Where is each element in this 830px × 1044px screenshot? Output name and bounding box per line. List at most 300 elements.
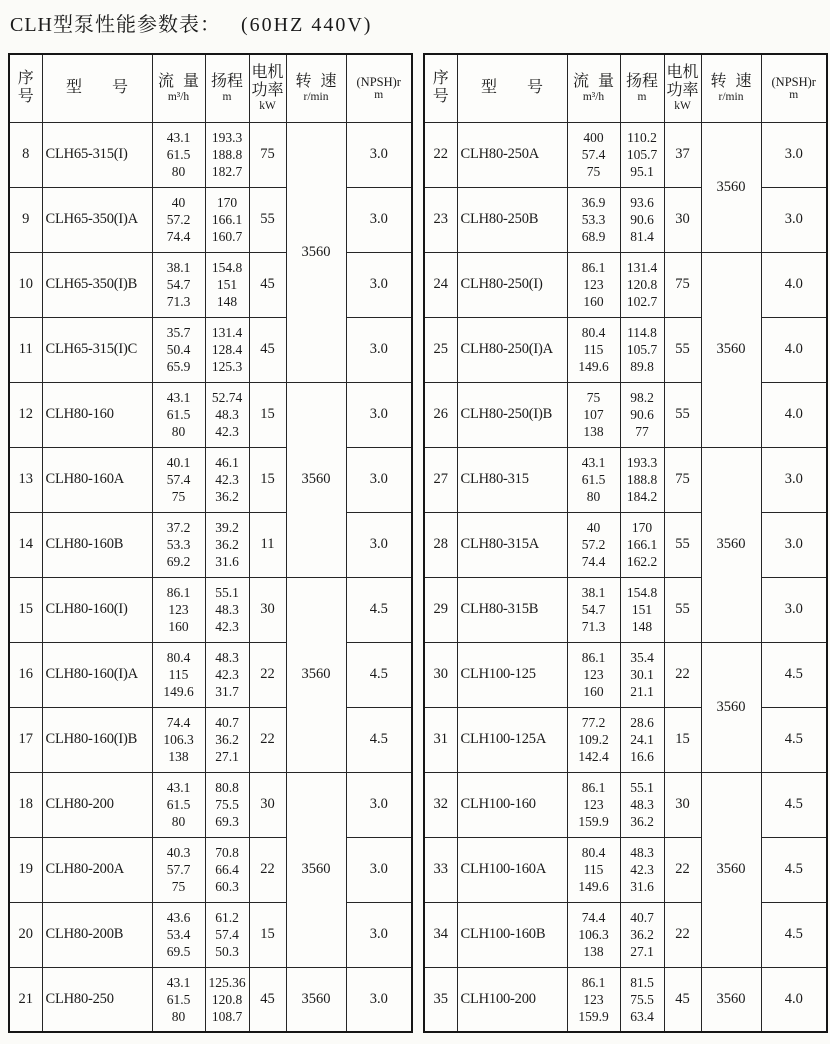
header-label-line: (NPSH)r bbox=[356, 74, 401, 89]
row-number-cell: 33 bbox=[424, 837, 457, 902]
npsh-cell: 3.0 bbox=[346, 252, 412, 317]
table-row bbox=[424, 577, 827, 642]
flow-cell bbox=[567, 252, 620, 317]
row-number-cell: 29 bbox=[424, 577, 457, 642]
head-cell bbox=[620, 512, 664, 577]
table-row bbox=[424, 187, 827, 252]
head-value: 28.6 bbox=[630, 715, 654, 730]
model-cell: CLH80-160(I) bbox=[42, 577, 152, 642]
row-number-cell: 14 bbox=[9, 512, 42, 577]
row-number-cell: 30 bbox=[424, 642, 457, 707]
head-value: 40.7 bbox=[630, 910, 654, 925]
header-label-line: 功率 bbox=[666, 81, 699, 99]
head-value: 166.1 bbox=[211, 212, 243, 227]
flow-value: 57.7 bbox=[166, 862, 191, 877]
table-body-right bbox=[424, 122, 827, 1032]
flow-value: 109.2 bbox=[578, 732, 609, 747]
power-cell: 55 bbox=[249, 187, 286, 252]
row-number-cell: 28 bbox=[424, 512, 457, 577]
speed-cell: 3560 bbox=[286, 772, 346, 967]
flow-value: 160 bbox=[168, 619, 189, 634]
header-unit: m³/h bbox=[167, 90, 190, 103]
flow-value: 80 bbox=[171, 1008, 186, 1024]
flow-value: 53.3 bbox=[166, 537, 191, 552]
table-row bbox=[9, 772, 412, 837]
head-value: 42.3 bbox=[215, 424, 239, 439]
power-cell: 75 bbox=[664, 447, 701, 512]
flow-cell bbox=[567, 772, 620, 837]
head-cell bbox=[620, 382, 664, 447]
flow-cell bbox=[567, 707, 620, 772]
row-number-cell: 15 bbox=[9, 577, 42, 642]
head-value: 31.7 bbox=[215, 684, 239, 699]
head-cell bbox=[620, 772, 664, 837]
model-cell: CLH100-125A bbox=[457, 707, 567, 772]
header-unit: m³/h bbox=[582, 90, 605, 103]
head-value: 66.4 bbox=[215, 862, 239, 877]
table-row bbox=[9, 252, 412, 317]
table-row bbox=[424, 837, 827, 902]
flow-value: 138 bbox=[168, 749, 189, 764]
flow-value: 86.1 bbox=[581, 780, 606, 795]
head-value: 148 bbox=[631, 619, 653, 634]
flow-cell bbox=[567, 577, 620, 642]
head-value: 48.3 bbox=[215, 407, 239, 422]
flow-value: 115 bbox=[168, 667, 189, 682]
flow-cell bbox=[152, 187, 205, 252]
head-value: 42.3 bbox=[215, 667, 239, 682]
row-number-cell: 22 bbox=[424, 122, 457, 187]
table-row bbox=[424, 252, 827, 317]
head-value: 89.8 bbox=[630, 359, 654, 374]
col-header-head bbox=[620, 54, 664, 122]
npsh-cell: 3.0 bbox=[346, 317, 412, 382]
head-value: 48.3 bbox=[630, 845, 654, 860]
speed-cell: 3560 bbox=[701, 642, 761, 772]
table-row bbox=[9, 577, 412, 642]
tables-container bbox=[8, 53, 826, 1033]
flow-value: 123 bbox=[583, 277, 604, 292]
header-unit: m bbox=[374, 88, 384, 101]
flow-value: 138 bbox=[583, 944, 604, 959]
head-value: 120.8 bbox=[211, 991, 243, 1007]
power-cell: 15 bbox=[249, 447, 286, 512]
flow-value: 106.3 bbox=[163, 732, 194, 747]
head-cell bbox=[205, 837, 249, 902]
npsh-cell: 4.5 bbox=[761, 642, 827, 707]
head-value: 110.2 bbox=[627, 130, 657, 145]
flow-value: 75 bbox=[171, 879, 186, 894]
flow-value: 69.2 bbox=[166, 554, 191, 569]
head-cell bbox=[205, 642, 249, 707]
flow-cell bbox=[152, 577, 205, 642]
pump-table-left bbox=[8, 53, 413, 1033]
col-header-flow bbox=[152, 54, 205, 122]
power-cell: 75 bbox=[249, 122, 286, 187]
npsh-cell: 4.0 bbox=[761, 317, 827, 382]
head-value: 170 bbox=[631, 520, 653, 535]
power-cell: 22 bbox=[664, 902, 701, 967]
table-row bbox=[424, 707, 827, 772]
npsh-cell: 3.0 bbox=[761, 447, 827, 512]
head-cell bbox=[205, 707, 249, 772]
power-cell: 11 bbox=[249, 512, 286, 577]
flow-value: 54.7 bbox=[166, 277, 191, 292]
flow-value: 61.5 bbox=[166, 407, 191, 422]
col-header-npsh bbox=[346, 54, 412, 122]
header-label-line: 功率 bbox=[251, 81, 284, 99]
npsh-cell: 4.0 bbox=[761, 967, 827, 1032]
power-cell: 22 bbox=[664, 837, 701, 902]
flow-value: 138 bbox=[583, 424, 604, 439]
header-label-line: 流 量 bbox=[572, 72, 614, 90]
model-cell: CLH80-160(I)B bbox=[42, 707, 152, 772]
flow-value: 40 bbox=[586, 520, 601, 535]
head-cell bbox=[205, 382, 249, 447]
flow-value: 77.2 bbox=[581, 715, 606, 730]
flow-value: 57.2 bbox=[581, 537, 606, 552]
flow-cell bbox=[567, 447, 620, 512]
head-value: 36.2 bbox=[630, 927, 654, 942]
model-cell: CLH100-160B bbox=[457, 902, 567, 967]
flow-value: 57.2 bbox=[166, 212, 191, 227]
head-value: 81.5 bbox=[630, 974, 654, 990]
flow-value: 61.5 bbox=[166, 991, 191, 1007]
power-cell: 55 bbox=[664, 512, 701, 577]
header-unit: r/min bbox=[718, 90, 744, 103]
table-row bbox=[9, 902, 412, 967]
npsh-cell: 3.0 bbox=[761, 512, 827, 577]
power-cell: 22 bbox=[249, 642, 286, 707]
model-cell: CLH80-250(I)B bbox=[457, 382, 567, 447]
head-value: 154.8 bbox=[211, 260, 243, 275]
head-value: 27.1 bbox=[215, 749, 239, 764]
col-header-power bbox=[664, 54, 701, 122]
flow-value: 61.5 bbox=[581, 472, 606, 487]
power-cell: 30 bbox=[249, 772, 286, 837]
table-row bbox=[9, 382, 412, 447]
table-row bbox=[424, 317, 827, 382]
table-row bbox=[9, 707, 412, 772]
flow-cell bbox=[152, 772, 205, 837]
head-cell bbox=[205, 317, 249, 382]
head-cell bbox=[620, 317, 664, 382]
npsh-cell: 4.0 bbox=[761, 252, 827, 317]
flow-cell bbox=[152, 707, 205, 772]
flow-value: 71.3 bbox=[581, 619, 606, 634]
flow-value: 74.4 bbox=[581, 910, 606, 925]
npsh-cell: 4.5 bbox=[761, 772, 827, 837]
flow-value: 86.1 bbox=[581, 260, 606, 275]
npsh-cell: 3.0 bbox=[346, 122, 412, 187]
flow-value: 69.5 bbox=[166, 944, 191, 959]
power-cell: 15 bbox=[664, 707, 701, 772]
power-cell: 45 bbox=[249, 967, 286, 1032]
head-value: 182.7 bbox=[211, 164, 243, 179]
flow-value: 86.1 bbox=[581, 650, 606, 665]
flow-cell bbox=[152, 642, 205, 707]
head-value: 42.3 bbox=[630, 862, 654, 877]
flow-value: 159.9 bbox=[578, 814, 609, 829]
flow-cell bbox=[567, 382, 620, 447]
head-value: 55.1 bbox=[630, 780, 654, 795]
header-unit: m bbox=[222, 90, 232, 103]
flow-value: 61.5 bbox=[166, 147, 191, 162]
col-header-model: 型 号 bbox=[42, 54, 152, 122]
table-body-left bbox=[9, 122, 412, 1032]
head-cell bbox=[205, 772, 249, 837]
head-cell bbox=[620, 707, 664, 772]
col-header-npsh bbox=[761, 54, 827, 122]
npsh-cell: 4.5 bbox=[346, 577, 412, 642]
flow-value: 40.1 bbox=[166, 455, 191, 470]
head-cell bbox=[205, 252, 249, 317]
flow-value: 74.4 bbox=[581, 554, 606, 569]
table-row bbox=[424, 902, 827, 967]
flow-value: 106.3 bbox=[578, 927, 609, 942]
model-cell: CLH80-250(I)A bbox=[457, 317, 567, 382]
row-number-cell: 19 bbox=[9, 837, 42, 902]
model-cell: CLH80-160(I)A bbox=[42, 642, 152, 707]
flow-cell bbox=[567, 642, 620, 707]
row-number-cell: 23 bbox=[424, 187, 457, 252]
header-unit: kW bbox=[259, 99, 276, 112]
table-row bbox=[424, 967, 827, 1032]
flow-value: 40 bbox=[171, 195, 186, 210]
head-value: 75.5 bbox=[215, 797, 239, 812]
header-label-line: 扬程 bbox=[210, 72, 243, 90]
flow-value: 123 bbox=[583, 797, 604, 812]
head-value: 52.74 bbox=[211, 390, 243, 405]
head-cell bbox=[620, 577, 664, 642]
npsh-cell: 4.0 bbox=[761, 382, 827, 447]
flow-value: 149.6 bbox=[578, 879, 609, 894]
model-cell: CLH80-250A bbox=[457, 122, 567, 187]
flow-value: 80 bbox=[171, 424, 186, 439]
col-header-power bbox=[249, 54, 286, 122]
head-value: 24.1 bbox=[630, 732, 654, 747]
head-value: 98.2 bbox=[630, 390, 654, 405]
row-number-cell: 10 bbox=[9, 252, 42, 317]
power-cell: 75 bbox=[664, 252, 701, 317]
col-header-speed bbox=[286, 54, 346, 122]
head-value: 93.6 bbox=[630, 195, 654, 210]
flow-cell bbox=[567, 122, 620, 187]
head-cell bbox=[620, 122, 664, 187]
speed-cell: 3560 bbox=[701, 967, 761, 1032]
flow-value: 37.2 bbox=[166, 520, 191, 535]
head-cell bbox=[620, 252, 664, 317]
power-cell: 15 bbox=[249, 382, 286, 447]
flow-value: 57.4 bbox=[581, 147, 606, 162]
flow-value: 53.4 bbox=[166, 927, 191, 942]
head-value: 188.8 bbox=[211, 147, 243, 162]
flow-value: 74.4 bbox=[166, 715, 191, 730]
row-number-cell: 32 bbox=[424, 772, 457, 837]
row-number-cell: 35 bbox=[424, 967, 457, 1032]
npsh-cell: 3.0 bbox=[761, 122, 827, 187]
col-header-index bbox=[424, 54, 457, 122]
head-cell bbox=[205, 512, 249, 577]
head-cell bbox=[620, 447, 664, 512]
flow-value: 68.9 bbox=[581, 229, 606, 244]
table-row bbox=[9, 512, 412, 577]
row-number-cell: 18 bbox=[9, 772, 42, 837]
table-row bbox=[424, 642, 827, 707]
npsh-cell: 3.0 bbox=[346, 187, 412, 252]
head-cell bbox=[205, 122, 249, 187]
head-value: 77 bbox=[635, 424, 649, 439]
flow-value: 123 bbox=[583, 991, 604, 1007]
flow-cell bbox=[152, 837, 205, 902]
head-value: 162.2 bbox=[626, 554, 658, 569]
flow-value: 53.3 bbox=[581, 212, 606, 227]
head-value: 95.1 bbox=[630, 164, 654, 179]
flow-value: 38.1 bbox=[581, 585, 606, 600]
npsh-cell: 3.0 bbox=[346, 967, 412, 1032]
npsh-cell: 4.5 bbox=[761, 837, 827, 902]
flow-value: 35.7 bbox=[166, 325, 191, 340]
power-cell: 45 bbox=[249, 252, 286, 317]
flow-value: 43.1 bbox=[166, 974, 191, 990]
row-number-cell: 31 bbox=[424, 707, 457, 772]
flow-value: 43.6 bbox=[166, 910, 191, 925]
speed-cell: 3560 bbox=[701, 122, 761, 252]
head-value: 31.6 bbox=[215, 554, 239, 569]
title-main: CLH型泵性能参数表： bbox=[10, 14, 221, 36]
model-cell: CLH100-200 bbox=[457, 967, 567, 1032]
model-cell: CLH80-250(I) bbox=[457, 252, 567, 317]
power-cell: 30 bbox=[664, 187, 701, 252]
model-cell: CLH80-250 bbox=[42, 967, 152, 1032]
head-value: 80.8 bbox=[215, 780, 239, 795]
flow-value: 80.4 bbox=[581, 325, 606, 340]
head-cell bbox=[620, 187, 664, 252]
head-value: 148 bbox=[216, 294, 238, 309]
row-number-cell: 8 bbox=[9, 122, 42, 187]
head-value: 30.1 bbox=[630, 667, 654, 682]
col-header-index bbox=[9, 54, 42, 122]
head-value: 184.2 bbox=[626, 489, 658, 504]
flow-cell bbox=[152, 902, 205, 967]
speed-cell: 3560 bbox=[286, 122, 346, 382]
npsh-cell: 3.0 bbox=[346, 382, 412, 447]
header-label-line: 电机 bbox=[666, 64, 699, 82]
flow-value: 38.1 bbox=[166, 260, 191, 275]
head-value: 193.3 bbox=[211, 130, 243, 145]
head-value: 48.3 bbox=[215, 650, 239, 665]
table-row bbox=[424, 382, 827, 447]
model-cell: CLH80-315 bbox=[457, 447, 567, 512]
flow-cell bbox=[152, 447, 205, 512]
table-row bbox=[9, 317, 412, 382]
flow-value: 149.6 bbox=[578, 359, 609, 374]
power-cell: 30 bbox=[249, 577, 286, 642]
row-number-cell: 26 bbox=[424, 382, 457, 447]
row-number-cell: 34 bbox=[424, 902, 457, 967]
header-unit: m bbox=[789, 88, 799, 101]
power-cell: 30 bbox=[664, 772, 701, 837]
flow-value: 61.5 bbox=[166, 797, 191, 812]
speed-cell: 3560 bbox=[286, 382, 346, 577]
head-value: 39.2 bbox=[215, 520, 239, 535]
npsh-cell: 4.5 bbox=[346, 707, 412, 772]
header-row bbox=[9, 54, 412, 122]
flow-value: 107 bbox=[583, 407, 604, 422]
flow-cell bbox=[152, 512, 205, 577]
head-value: 69.3 bbox=[215, 814, 239, 829]
model-cell: CLH65-350(I)A bbox=[42, 187, 152, 252]
head-value: 81.4 bbox=[630, 229, 654, 244]
flow-cell bbox=[567, 837, 620, 902]
head-value: 57.4 bbox=[215, 927, 239, 942]
head-value: 131.4 bbox=[211, 325, 243, 340]
model-cell: CLH80-160 bbox=[42, 382, 152, 447]
head-value: 125.3 bbox=[211, 359, 243, 374]
flow-value: 75 bbox=[586, 390, 601, 405]
head-value: 61.2 bbox=[215, 910, 239, 925]
model-cell: CLH100-160A bbox=[457, 837, 567, 902]
row-number-cell: 27 bbox=[424, 447, 457, 512]
header-label-line: 转 速 bbox=[710, 72, 752, 90]
head-value: 60.3 bbox=[215, 879, 239, 894]
head-cell bbox=[620, 967, 664, 1032]
table-row bbox=[424, 447, 827, 512]
head-cell bbox=[205, 577, 249, 642]
table-row bbox=[424, 512, 827, 577]
flow-value: 50.4 bbox=[166, 342, 191, 357]
row-number-cell: 16 bbox=[9, 642, 42, 707]
head-cell bbox=[620, 642, 664, 707]
model-cell: CLH65-315(I)C bbox=[42, 317, 152, 382]
head-value: 154.8 bbox=[626, 585, 658, 600]
head-value: 75.5 bbox=[630, 991, 654, 1007]
row-number-cell: 24 bbox=[424, 252, 457, 317]
head-value: 36.2 bbox=[630, 814, 654, 829]
row-number-cell: 13 bbox=[9, 447, 42, 512]
head-value: 193.3 bbox=[626, 455, 658, 470]
speed-cell: 3560 bbox=[701, 447, 761, 642]
header-unit: r/min bbox=[303, 90, 329, 103]
head-cell bbox=[205, 967, 249, 1032]
head-value: 46.1 bbox=[215, 455, 239, 470]
flow-value: 54.7 bbox=[581, 602, 606, 617]
flow-value: 57.4 bbox=[166, 472, 191, 487]
flow-value: 86.1 bbox=[581, 974, 606, 990]
title-voltage: (60HZ 440V) bbox=[241, 14, 373, 36]
npsh-cell: 3.0 bbox=[761, 577, 827, 642]
header-label-line: 电机 bbox=[251, 64, 284, 82]
table-row bbox=[9, 837, 412, 902]
power-cell: 22 bbox=[249, 837, 286, 902]
head-value: 42.3 bbox=[215, 472, 239, 487]
page-title bbox=[10, 8, 826, 37]
row-number-cell: 11 bbox=[9, 317, 42, 382]
flow-value: 43.1 bbox=[581, 455, 606, 470]
flow-cell bbox=[152, 252, 205, 317]
head-value: 170 bbox=[216, 195, 238, 210]
flow-value: 142.4 bbox=[578, 749, 609, 764]
table-row bbox=[9, 967, 412, 1032]
flow-cell bbox=[567, 187, 620, 252]
model-cell: CLH65-350(I)B bbox=[42, 252, 152, 317]
head-value: 102.7 bbox=[626, 294, 658, 309]
flow-value: 160 bbox=[583, 684, 604, 699]
model-cell: CLH80-160B bbox=[42, 512, 152, 577]
header-unit: m bbox=[637, 90, 647, 103]
header-row bbox=[424, 54, 827, 122]
head-value: 21.1 bbox=[630, 684, 654, 699]
